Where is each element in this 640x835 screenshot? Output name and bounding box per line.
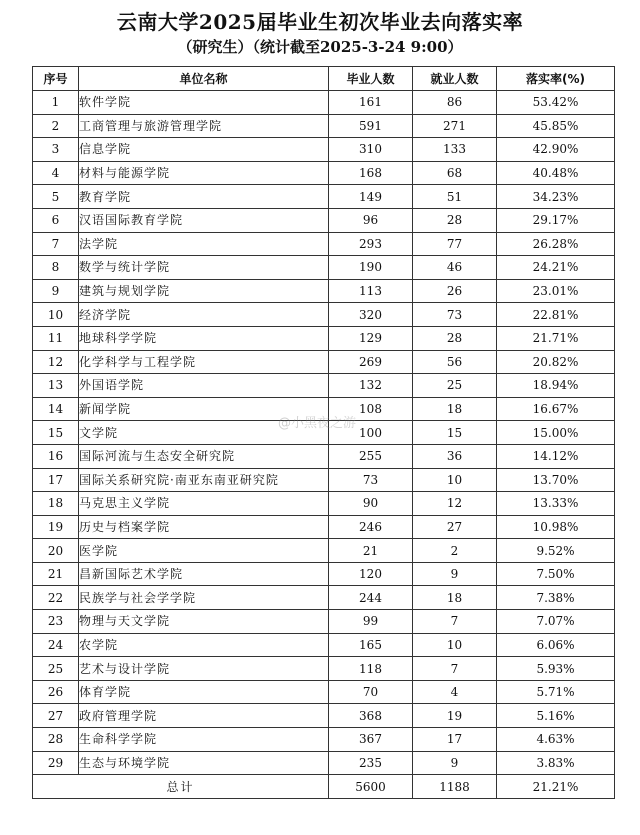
graduates-count: 190 [329,256,413,280]
employment-rate: 24.21% [497,256,615,280]
unit-name: 经济学院 [79,303,329,327]
graduates-count: 21 [329,539,413,563]
graduates-count: 244 [329,586,413,610]
unit-name: 工商管理与旅游管理学院 [79,114,329,138]
employed-count: 15 [413,421,497,445]
row-number: 19 [33,515,79,539]
unit-name: 物理与天文学院 [79,610,329,634]
page-subtitle: （研究生）（统计截至2025-3-24 9:00） [177,38,463,56]
employment-rate: 26.28% [497,232,615,256]
employment-rate: 14.12% [497,444,615,468]
employed-count: 7 [413,657,497,681]
graduates-count: 368 [329,704,413,728]
table-row [33,350,615,374]
unit-name: 数学与统计学院 [79,256,329,280]
table-row [33,657,615,681]
unit-name: 材料与能源学院 [79,161,329,185]
graduates-count: 310 [329,138,413,162]
employment-rate: 7.07% [497,610,615,634]
employment-rate: 34.23% [497,185,615,209]
row-number: 10 [33,303,79,327]
watermark-text: @小黑夜之游 [278,416,357,431]
row-number: 9 [33,279,79,303]
page-title: 云南大学2025届毕业生初次毕业去向落实率 [116,10,524,34]
row-number: 23 [33,610,79,634]
employed-count: 4 [413,680,497,704]
table-row [33,114,615,138]
graduates-count: 120 [329,562,413,586]
graduates-count: 90 [329,492,413,516]
row-number: 29 [33,751,79,775]
table-row [33,138,615,162]
row-number: 11 [33,326,79,350]
header-graduates: 毕业人数 [329,67,413,91]
table-row [33,208,615,232]
graduates-count: 70 [329,680,413,704]
employed-count: 56 [413,350,497,374]
employed-count: 133 [413,138,497,162]
unit-name: 国际关系研究院·南亚东南亚研究院 [79,468,329,492]
employment-rate: 15.00% [497,421,615,445]
graduates-count: 99 [329,610,413,634]
employed-count: 28 [413,208,497,232]
table-row [33,633,615,657]
employment-rate: 10.98% [497,515,615,539]
graduates-count: 129 [329,326,413,350]
graduates-count: 320 [329,303,413,327]
employment-rate: 23.01% [497,279,615,303]
row-number: 13 [33,374,79,398]
unit-name: 艺术与设计学院 [79,657,329,681]
employment-rate: 3.83% [497,751,615,775]
row-number: 27 [33,704,79,728]
employed-count: 10 [413,468,497,492]
unit-name: 马克思主义学院 [79,492,329,516]
employed-count: 27 [413,515,497,539]
table-row [33,232,615,256]
total-employed: 1188 [413,775,497,799]
header-no: 序号 [33,67,79,91]
table-row [33,256,615,280]
employed-count: 18 [413,586,497,610]
unit-name: 信息学院 [79,138,329,162]
employment-rate-table [32,66,615,799]
row-number: 17 [33,468,79,492]
row-number: 26 [33,680,79,704]
employment-rate: 4.63% [497,728,615,752]
unit-name: 新闻学院 [79,397,329,421]
employed-count: 77 [413,232,497,256]
unit-name: 地球科学学院 [79,326,329,350]
employment-rate: 40.48% [497,161,615,185]
unit-name: 体育学院 [79,680,329,704]
unit-name: 历史与档案学院 [79,515,329,539]
row-number: 5 [33,185,79,209]
employed-count: 25 [413,374,497,398]
table-row [33,586,615,610]
table-header-row [33,67,615,91]
row-number: 2 [33,114,79,138]
total-label: 总计 [33,775,329,799]
row-number: 12 [33,350,79,374]
unit-name: 农学院 [79,633,329,657]
row-number: 3 [33,138,79,162]
employment-rate: 18.94% [497,374,615,398]
header-name: 单位名称 [79,67,329,91]
employment-rate: 7.50% [497,562,615,586]
graduates-count: 113 [329,279,413,303]
table-row [33,279,615,303]
employment-rate: 20.82% [497,350,615,374]
employment-rate: 22.81% [497,303,615,327]
graduates-count: 235 [329,751,413,775]
table-row [33,374,615,398]
employed-count: 9 [413,562,497,586]
unit-name: 昌新国际艺术学院 [79,562,329,586]
employed-count: 10 [413,633,497,657]
unit-name: 汉语国际教育学院 [79,208,329,232]
employed-count: 19 [413,704,497,728]
unit-name: 教育学院 [79,185,329,209]
employment-rate: 5.93% [497,657,615,681]
table-row [33,515,615,539]
employed-count: 86 [413,91,497,115]
employed-count: 26 [413,279,497,303]
unit-name: 医学院 [79,539,329,563]
graduates-count: 168 [329,161,413,185]
employment-rate: 5.71% [497,680,615,704]
unit-name: 外国语学院 [79,374,329,398]
row-number: 1 [33,91,79,115]
graduates-count: 591 [329,114,413,138]
table-row [33,444,615,468]
graduates-count: 118 [329,657,413,681]
unit-name: 软件学院 [79,91,329,115]
table-body [33,91,615,775]
row-number: 25 [33,657,79,681]
employed-count: 2 [413,539,497,563]
table-row [33,91,615,115]
row-number: 20 [33,539,79,563]
unit-name: 法学院 [79,232,329,256]
employment-rate: 29.17% [497,208,615,232]
row-number: 6 [33,208,79,232]
graduates-count: 161 [329,91,413,115]
table-row [33,161,615,185]
graduates-count: 100 [329,421,413,445]
graduates-count: 293 [329,232,413,256]
employed-count: 271 [413,114,497,138]
employed-count: 46 [413,256,497,280]
graduates-count: 108 [329,397,413,421]
employment-rate: 53.42% [497,91,615,115]
unit-name: 国际河流与生态安全研究院 [79,444,329,468]
row-number: 15 [33,421,79,445]
graduates-count: 149 [329,185,413,209]
table-row [33,704,615,728]
employment-rate: 45.85% [497,114,615,138]
employed-count: 28 [413,326,497,350]
unit-name: 生态与环境学院 [79,751,329,775]
unit-name: 建筑与规划学院 [79,279,329,303]
row-number: 24 [33,633,79,657]
employed-count: 68 [413,161,497,185]
graduates-count: 255 [329,444,413,468]
row-number: 28 [33,728,79,752]
table-row [33,468,615,492]
total-graduates: 5600 [329,775,413,799]
table-row [33,421,615,445]
row-number: 4 [33,161,79,185]
employment-rate: 42.90% [497,138,615,162]
graduates-count: 73 [329,468,413,492]
row-number: 16 [33,444,79,468]
header-employed: 就业人数 [413,67,497,91]
employment-rate: 13.33% [497,492,615,516]
table-row [33,492,615,516]
table-row [33,751,615,775]
employment-rate: 7.38% [497,586,615,610]
row-number: 7 [33,232,79,256]
graduates-count: 269 [329,350,413,374]
row-number: 8 [33,256,79,280]
unit-name: 文学院 [79,421,329,445]
row-number: 22 [33,586,79,610]
row-number: 21 [33,562,79,586]
row-number: 14 [33,397,79,421]
graduates-count: 246 [329,515,413,539]
row-number: 18 [33,492,79,516]
graduates-count: 165 [329,633,413,657]
employed-count: 12 [413,492,497,516]
table-row [33,680,615,704]
table-row [33,610,615,634]
graduates-count: 132 [329,374,413,398]
graduates-count: 367 [329,728,413,752]
total-row [33,775,615,799]
employed-count: 7 [413,610,497,634]
employment-rate: 21.71% [497,326,615,350]
employed-count: 73 [413,303,497,327]
table-row [33,326,615,350]
unit-name: 民族学与社会学学院 [79,586,329,610]
total-rate: 21.21% [497,775,615,799]
table-row [33,539,615,563]
employment-rate: 16.67% [497,397,615,421]
graduates-count: 96 [329,208,413,232]
employment-rate: 13.70% [497,468,615,492]
employed-count: 18 [413,397,497,421]
table-row [33,728,615,752]
header-rate: 落实率(%) [497,67,615,91]
unit-name: 化学科学与工程学院 [79,350,329,374]
employed-count: 51 [413,185,497,209]
employed-count: 17 [413,728,497,752]
table-row [33,303,615,327]
table-row [33,185,615,209]
employment-rate: 9.52% [497,539,615,563]
table-row [33,397,615,421]
employment-rate: 5.16% [497,704,615,728]
table-row [33,562,615,586]
employed-count: 36 [413,444,497,468]
unit-name: 政府管理学院 [79,704,329,728]
employment-rate: 6.06% [497,633,615,657]
unit-name: 生命科学学院 [79,728,329,752]
employed-count: 9 [413,751,497,775]
